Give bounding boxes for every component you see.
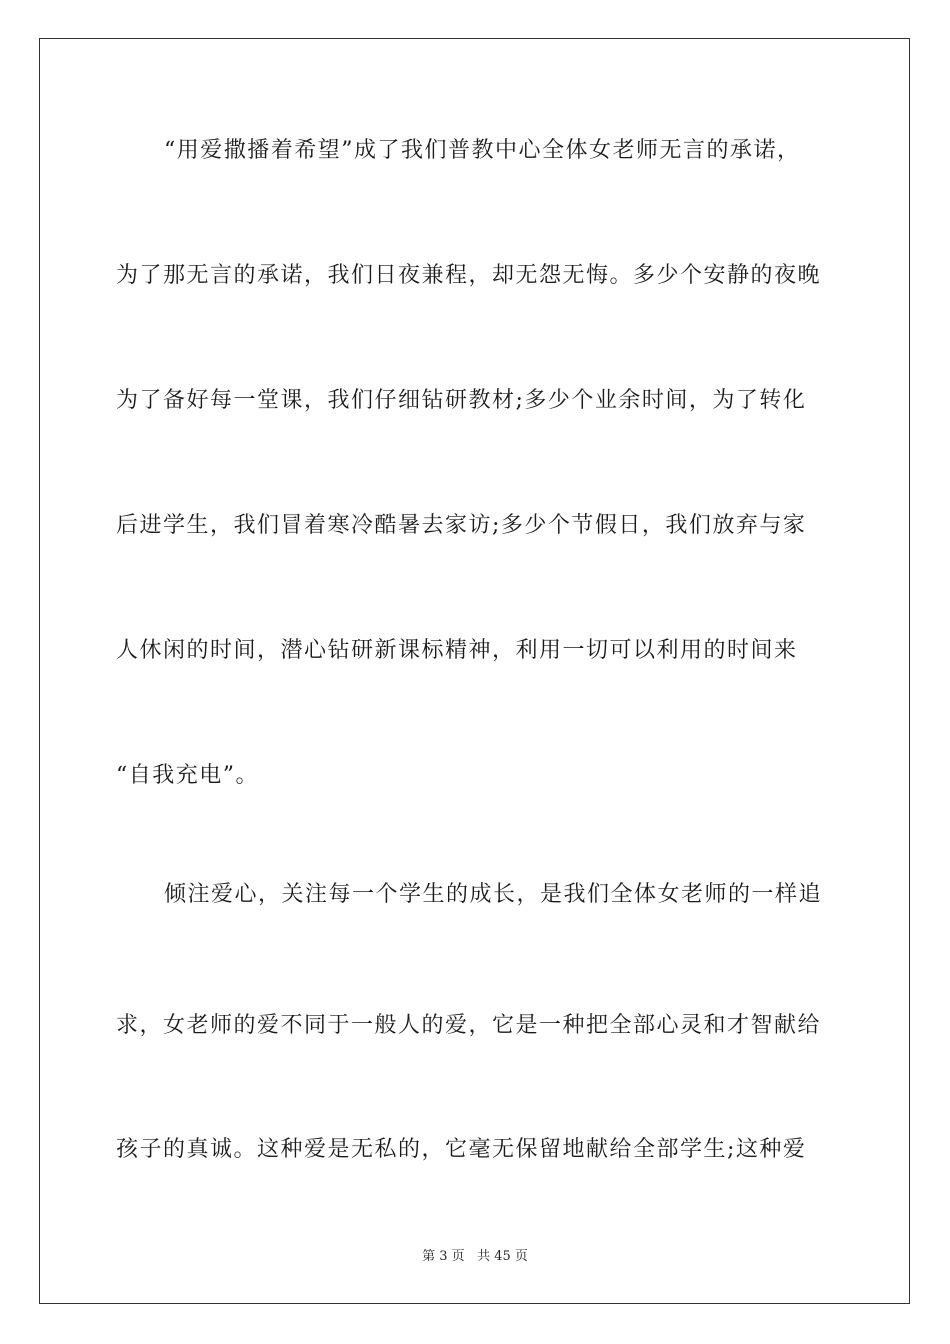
paragraph-1-line-6: “自我充电”。 (116, 763, 259, 788)
page-number: 第 3 页 (422, 1249, 465, 1264)
paragraph-2-line-1: 倾注爱心，关注每一个学生的成长，是我们全体女老师的一样追 (164, 882, 823, 907)
paragraph-1-line-3: 为了备好每一堂课，我们仔细钻研教材;多少个业余时间，为了转化 (116, 388, 807, 413)
paragraph-1-line-2: 为了那无言的承诺，我们日夜兼程，却无怨无悔。多少个安静的夜晚 (116, 263, 822, 288)
paragraph-2-line-3: 孩子的真诚。这种爱是无私的，它毫无保留地献给全部学生;这种爱 (116, 1137, 807, 1162)
paragraph-1-line-1: “用爱撒播着希望”成了我们普教中心全体女老师无言的承诺， (164, 138, 801, 163)
paragraph-1-line-5: 人休闲的时间，潜心钻研新课标精神，利用一切可以利用的时间来 (116, 638, 798, 663)
paragraph-1-line-4: 后进学生，我们冒着寒冷酷暑去家访;多少个节假日，我们放弃与家 (116, 513, 807, 538)
page-footer (0, 1248, 950, 1266)
page-total: 共 45 页 (477, 1249, 528, 1264)
paragraph-2-line-2: 求，女老师的爱不同于一般人的爱，它是一种把全部心灵和才智献给 (116, 1013, 822, 1038)
page-border (39, 38, 910, 1304)
